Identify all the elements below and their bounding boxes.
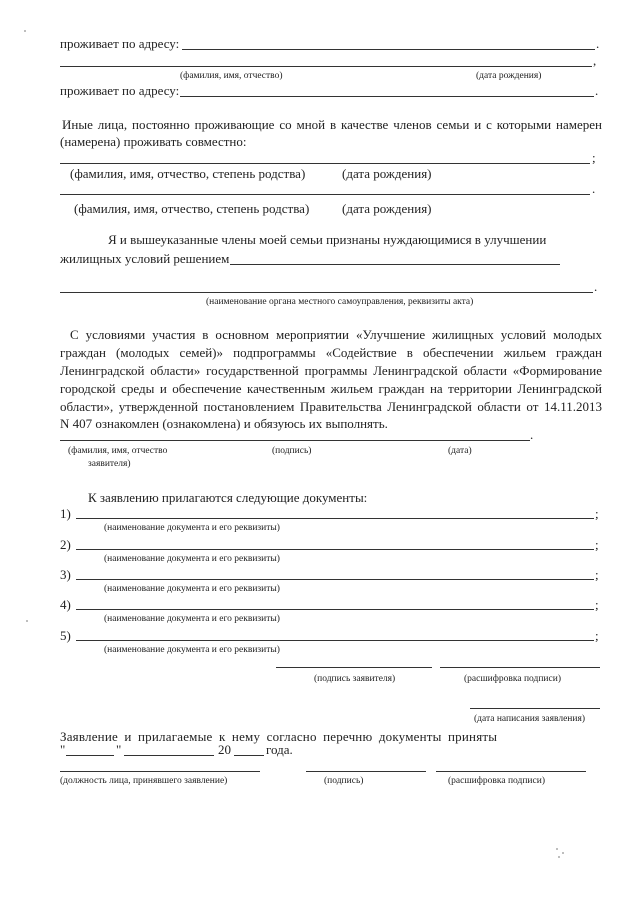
caption-signature-decode: (расшифровка подписи) — [464, 674, 561, 684]
punct-dot-5: . — [530, 427, 534, 442]
date-day-line[interactable] — [66, 755, 114, 756]
conditions-line-3: Ленинградской области» государственной программы Ленинградской области «Формирование — [60, 363, 602, 378]
address-label-1: проживает по адресу: — [60, 36, 180, 51]
position-line[interactable] — [60, 771, 260, 772]
scan-speck — [562, 852, 564, 854]
decision-line[interactable] — [230, 264, 560, 265]
fio-birth-line[interactable] — [60, 66, 592, 67]
application-date-line[interactable] — [470, 708, 600, 709]
recognized-line-2: жилищных условий решением — [60, 251, 230, 266]
address-line-1[interactable] — [182, 49, 595, 50]
punct-dot-3: . — [592, 181, 596, 196]
organ-line[interactable] — [60, 292, 593, 293]
family-member-line-2[interactable] — [60, 194, 590, 195]
date-month-line[interactable] — [124, 755, 214, 756]
caption-doc-4: (наименование документа и его реквизиты) — [104, 614, 280, 624]
doc-line-2[interactable] — [76, 549, 594, 550]
doc-line-4[interactable] — [76, 609, 594, 610]
conditions-line-1: С условиями участия в основном мероприятии «Улучшение жилищных условий молодых — [70, 327, 602, 342]
punct-semicolon-5: ; — [595, 597, 599, 612]
conditions-line-6: N 407 ознакомлен (ознакомлена) и обязуюсь их выполнять. — [60, 416, 388, 431]
applicant-sign-line[interactable] — [60, 440, 530, 441]
punct-dot-4: . — [594, 279, 598, 294]
doc-line-5[interactable] — [76, 640, 594, 641]
doc-number-3: 3) — [60, 567, 71, 582]
scan-speck — [26, 620, 28, 622]
caption-doc-3: (наименование документа и его реквизиты) — [104, 584, 280, 594]
punct-dot-1: . — [596, 36, 600, 51]
caption-fio-kin-1: (фамилия, имя, отчество, степень родства) — [70, 166, 306, 181]
date-year-suffix: года. — [266, 742, 293, 757]
doc-line-1[interactable] — [76, 518, 594, 519]
scan-speck — [556, 848, 558, 850]
caption-birth-2: (дата рождения) — [342, 201, 432, 216]
punct-semicolon-4: ; — [595, 567, 599, 582]
scan-speck — [24, 30, 26, 32]
acceptor-signature-line[interactable] — [306, 771, 426, 772]
doc-number-2: 2) — [60, 537, 71, 552]
caption-birth: (дата рождения) — [476, 71, 542, 81]
scan-speck — [558, 856, 560, 858]
doc-number-4: 4) — [60, 597, 71, 612]
conditions-line-4: городской среды и обеспечение качественным жильем граждан на территории Ленинградской — [60, 381, 602, 396]
date-year-prefix: 20 — [218, 742, 231, 757]
address-label-2: проживает по адресу: — [60, 83, 180, 98]
caption-doc-2: (наименование документа и его реквизиты) — [104, 554, 280, 564]
caption-fio-kin-2: (фамилия, имя, отчество, степень родства) — [74, 201, 310, 216]
recognized-line-1: Я и вышеуказанные члены моей семьи признаны нуждающимися в улучшении — [108, 232, 547, 247]
caption-signature-2: (подпись) — [324, 776, 364, 786]
accepted-text: Заявление и прилагаемые к нему согласно перечню документы приняты — [60, 729, 498, 744]
punct-dot-2: . — [595, 83, 599, 98]
family-member-line-1[interactable] — [60, 163, 590, 164]
caption-signature-decode-2: (расшифровка подписи) — [448, 776, 545, 786]
caption-doc-1: (наименование документа и его реквизиты) — [104, 523, 280, 533]
caption-applicant-fio-1: (фамилия, имя, отчество — [68, 446, 168, 456]
caption-birth-1: (дата рождения) — [342, 166, 432, 181]
conditions-line-2: граждан (молодых семей)» подпрограммы «Содействие в обеспечении жильем граждан — [60, 345, 602, 360]
punct-semicolon-1: ; — [592, 150, 596, 165]
doc-line-3[interactable] — [76, 579, 594, 580]
other-persons-line-2: (намерена) проживать совместно: — [60, 134, 247, 149]
caption-applicant-fio-2: заявителя) — [88, 459, 131, 469]
punct-semicolon-6: ; — [595, 628, 599, 643]
caption-date: (дата) — [448, 446, 472, 456]
attached-heading: К заявлению прилагаются следующие документы: — [88, 490, 368, 505]
acceptor-decode-line[interactable] — [436, 771, 586, 772]
date-quote-open: " — [60, 742, 66, 757]
conditions-line-5: области», утвержденной постановлением Правительства Ленинградской области от 14.11.2013 — [60, 399, 602, 414]
date-quote-close: " — [116, 742, 122, 757]
caption-fio: (фамилия, имя, отчество) — [180, 71, 283, 81]
punct-comma-1: , — [593, 53, 597, 68]
punct-semicolon-2: ; — [595, 506, 599, 521]
other-persons-line-1: Иные лица, постоянно проживающие со мной в качестве членов семьи и с которыми намерен — [62, 117, 602, 132]
date-year-line[interactable] — [234, 755, 264, 756]
caption-signature: (подпись) — [272, 446, 312, 456]
caption-application-date: (дата написания заявления) — [474, 714, 585, 724]
doc-number-1: 1) — [60, 506, 71, 521]
caption-doc-5: (наименование документа и его реквизиты) — [104, 645, 280, 655]
caption-organ: (наименование органа местного самоуправления, реквизиты акта) — [206, 297, 474, 307]
caption-applicant-signature: (подпись заявителя) — [314, 674, 396, 684]
applicant-signature-line[interactable] — [276, 667, 432, 668]
doc-number-5: 5) — [60, 628, 71, 643]
signature-decode-line[interactable] — [440, 667, 600, 668]
caption-position: (должность лица, принявшего заявление) — [60, 776, 228, 786]
address-line-2[interactable] — [180, 96, 594, 97]
punct-semicolon-3: ; — [595, 537, 599, 552]
